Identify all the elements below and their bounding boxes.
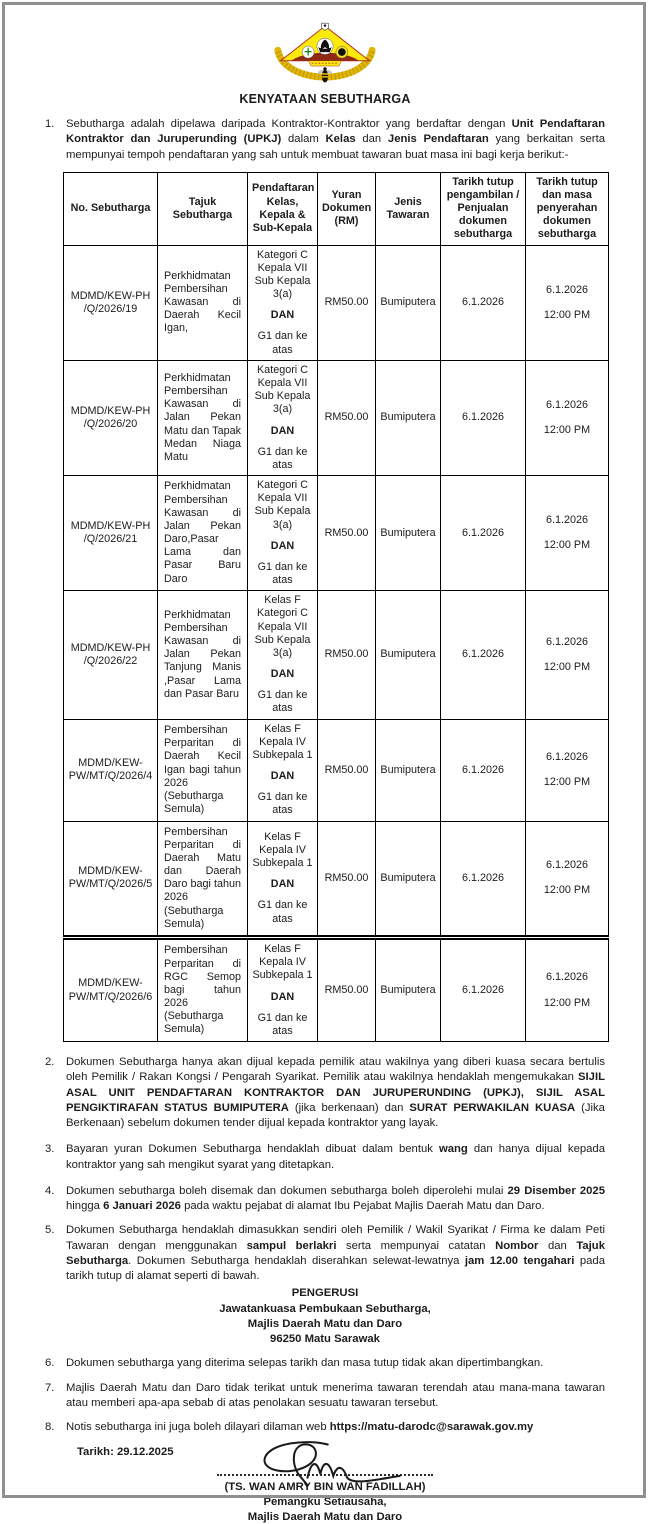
reg-class: Kelas F Kepala IV Subkepala 1: [252, 943, 313, 982]
cell-tarikh-serah: [526, 719, 609, 821]
cell-no-sebutharga: [64, 245, 158, 360]
paragraph-1: [45, 117, 605, 163]
paragraph-6-text: [66, 1356, 605, 1371]
reg-dan: DAN: [270, 990, 295, 1003]
serah-date: 6.1.2026: [545, 513, 589, 526]
cell-jenis: Bumiputera: [376, 821, 441, 937]
reg-class: Kelas F Kepala IV Subkepala 1: [252, 830, 313, 870]
cell-tarikh-jual: 6.1.2026: [441, 591, 526, 719]
text-segment: Bayaran yuran Dokumen Sebutharga hendaklah dibuat dalam bentuk: [66, 1143, 439, 1156]
text-segment-bold: Nombor: [495, 1239, 539, 1252]
cell-yuran: RM50.00: [318, 591, 376, 719]
paragraph-5: [45, 1223, 605, 1284]
council-crest-logo: [272, 22, 378, 86]
cell-yuran: RM50.00: [318, 719, 376, 821]
reg-dan: DAN: [270, 309, 295, 322]
cell-tarikh-serah: [526, 360, 609, 475]
no-line: MDMD/KEW-PH: [70, 519, 151, 532]
paragraph-7-text: [66, 1381, 605, 1412]
table-row: [64, 821, 609, 937]
reg-grade: G1 dan ke atas: [257, 899, 308, 925]
cell-no-sebutharga: [64, 719, 158, 821]
item-number: 4.: [45, 1184, 55, 1197]
no-line: /Q/2026/21: [83, 533, 138, 546]
text-segment-bold: Tajuk Sebutharga: [66, 1239, 605, 1267]
cell-no-sebutharga: [64, 938, 158, 1042]
table-row: [64, 360, 609, 475]
col-header-pendaftaran: Pendaftaran Kelas, Kepala & Sub-Kepala: [248, 172, 318, 245]
text-segment: dan hanya dijual kepada kontraktor yang sah mengikut syarat yang ditetapkan.: [66, 1143, 605, 1171]
serah-time: 12:00 PM: [543, 776, 591, 789]
text-segment: Dokumen Sebutharga hendaklah dimasukkan sendiri oleh Pemilik / Wakil Syarikat / Firma ke dalam Peti Tawaran dengan menggunakan: [66, 1224, 605, 1252]
reg-dan: DAN: [270, 668, 295, 681]
col-header-tarikh-jual: Tarikh tutup pengambilan / Penjualan dokumen sebutharga: [441, 172, 526, 245]
no-line: PW/MT/Q/2026/6: [68, 990, 153, 1003]
text-segment-bold: sampul berlakri: [246, 1239, 337, 1252]
reg-class: Kategori C Kepala VII Sub Kepala 3(a): [254, 479, 311, 531]
no-line: MDMD/KEW-PH: [70, 289, 151, 302]
paragraph-2: [45, 1055, 605, 1131]
cell-pendaftaran: [248, 719, 318, 821]
serah-date: 6.1.2026: [545, 635, 589, 648]
reg-grade: G1 dan ke atas: [257, 689, 308, 715]
cell-tarikh-serah: [526, 821, 609, 937]
paragraph-2-text: [66, 1055, 605, 1131]
serah-date: 6.1.2026: [545, 398, 589, 411]
address-council: Majlis Daerah Matu dan Daro: [247, 1317, 403, 1330]
text-segment: pada tarikh tutup di alamat seperti di bawah.: [66, 1254, 605, 1283]
page-title: KENYATAAN SEBUTHARGA: [239, 92, 411, 106]
reg-grade: G1 dan ke atas: [257, 791, 308, 817]
address-role: PENGERUSI: [291, 1287, 359, 1300]
no-line: PW/MT/Q/2026/5: [68, 878, 153, 891]
text-segment: serta mempunyai catatan: [336, 1239, 496, 1252]
text-segment: Sebutharga adalah dipelawa daripada Kontraktor-Kontraktor yang berdaftar dengan: [66, 118, 512, 130]
cell-no-sebutharga: [64, 591, 158, 719]
cell-tarikh-serah: [526, 938, 609, 1042]
cell-no-sebutharga: [64, 821, 158, 937]
text-segment-bold: Unit Pendaftaran Kontraktor dan Juruperunding (UPKJ): [66, 118, 605, 146]
table-row: [64, 719, 609, 821]
date-line: Tarikh: 29.12.2025: [77, 1446, 174, 1458]
cell-tajuk: Pembersihan Perparitan di Daerah Matu dan Daerah Daro bagi tahun 2026 (Sebutharga Semula): [158, 821, 248, 937]
text-segment: yang berkaitan serta mempunyai tempoh pendaftaran yang sah untuk membuat tawaran buat masa ini bagi kerja berikut:-: [66, 133, 605, 161]
text-segment: dan: [355, 133, 388, 146]
paragraph-5-text: [66, 1223, 605, 1284]
cell-tajuk: Perkhidmatan Pembersihan Kawasan di Jalan Pekan Matu dan Tapak Medan Niaga Matu: [158, 360, 248, 475]
cell-pendaftaran: [248, 821, 318, 937]
tender-table: [63, 172, 609, 1042]
text-segment: pada waktu pejabat di alamat Ibu Pejabat Majlis Daerah Matu dan Daro.: [180, 1200, 545, 1213]
text-segment: hingga: [66, 1200, 104, 1213]
cell-yuran: RM50.00: [318, 360, 376, 475]
cell-jenis: Bumiputera: [376, 476, 441, 591]
cell-tajuk: Pembersihan Perparitan di RGC Semop bagi tahun 2026 (Sebutharga Semula): [158, 938, 248, 1042]
cell-jenis: Bumiputera: [376, 938, 441, 1042]
reg-dan: DAN: [270, 770, 295, 783]
paragraph-3-text: [66, 1142, 605, 1173]
cell-tarikh-jual: 6.1.2026: [441, 476, 526, 591]
table-row: [64, 938, 609, 1042]
cell-yuran: RM50.00: [318, 476, 376, 591]
col-header-tajuk: Tajuk Sebutharga: [158, 172, 248, 245]
item-number: 1.: [45, 118, 55, 130]
serah-time: 12:00 PM: [543, 996, 591, 1009]
text-segment: Majlis Daerah Matu dan Daro tidak terikat untuk menerima tawaran terendah atau mana-mana tawaran atau memberi apa-apa sebab di atas penolakan sesuatu tawaran tersebut.: [66, 1381, 605, 1409]
cell-tarikh-jual: 6.1.2026: [441, 938, 526, 1042]
logo-wrap: [45, 22, 605, 86]
cell-tajuk: Perkhidmatan Pembersihan Kawasan di Daerah Kecil Igan,: [158, 245, 248, 360]
reg-grade: G1 dan ke atas: [257, 445, 308, 471]
cell-tajuk: Perkhidmatan Pembersihan Kawasan di Jalan Pekan Tanjung Manis ,Pasar Lama dan Pasar Baru: [158, 591, 248, 719]
serah-time: 12:00 PM: [543, 308, 591, 321]
item-number: 6.: [45, 1357, 55, 1370]
address-block: [45, 1286, 605, 1347]
col-header-no-sebutharga: No. Sebutharga: [64, 172, 158, 245]
table-row: [64, 591, 609, 719]
cell-tarikh-serah: [526, 591, 609, 719]
web-address: https://matu-darodc@sarawak.gov.my: [329, 1421, 534, 1434]
paragraph-3: [45, 1142, 605, 1173]
cell-no-sebutharga: [64, 360, 158, 475]
text-segment-bold: jam 12.00 tengahari: [464, 1254, 575, 1267]
signatory-council: Majlis Daerah Matu dan Daro: [247, 1510, 403, 1523]
cell-tarikh-serah: [526, 245, 609, 360]
text-segment-bold: SURAT PERWAKILAN KUASA: [409, 1101, 576, 1114]
cell-tarikh-jual: 6.1.2026: [441, 821, 526, 937]
item-number: 5.: [45, 1224, 55, 1237]
serah-date: 6.1.2026: [545, 859, 589, 872]
reg-grade: G1 dan ke atas: [257, 1011, 308, 1037]
paragraph-8: [45, 1420, 605, 1435]
paragraph-1-text: [66, 117, 605, 163]
cell-yuran: RM50.00: [318, 938, 376, 1042]
reg-class: Kategori C Kepala VII Sub Kepala 3(a): [254, 363, 311, 416]
text-segment-bold: 29 Disember 2025: [507, 1184, 605, 1197]
text-segment-bold: Jenis Pendaftaran: [387, 133, 489, 146]
reg-class: Kelas F Kategori C Kepala VII Sub Kepala 3(a): [254, 594, 311, 659]
text-segment-bold: SIJIL ASAL UNIT PENDAFTARAN KONTRAKTOR DAN JURUPERUNDING (UPKJ), SIJIL ASAL PENGIKTIRAFAN STATUS BUMIPUTERA: [66, 1071, 605, 1114]
text-segment: Dokumen sebutharga boleh disemak dan dokumen sebutharga boleh diperolehi mulai: [66, 1184, 508, 1197]
serah-time: 12:00 PM: [543, 884, 591, 897]
no-line: /Q/2026/19: [83, 302, 138, 315]
no-line: PW/MT/Q/2026/4: [68, 770, 153, 783]
reg-dan: DAN: [270, 878, 295, 891]
no-line: MDMD/KEW-: [78, 977, 143, 990]
cell-pendaftaran: [248, 360, 318, 475]
paragraph-6: [45, 1356, 605, 1371]
item-number: 3.: [45, 1143, 55, 1156]
no-line: MDMD/KEW-: [78, 756, 143, 769]
reg-dan: DAN: [270, 539, 295, 552]
item-number: 7.: [45, 1381, 55, 1394]
text-segment: Dokumen sebutharga yang diterima selepas tarikh dan masa tutup tidak akan dipertimbangkan.: [66, 1357, 544, 1370]
no-line: MDMD/KEW-PH: [70, 641, 151, 654]
cell-pendaftaran: [248, 245, 318, 360]
paragraph-4: [45, 1184, 605, 1215]
text-segment: dan: [538, 1239, 577, 1252]
cell-tajuk: Pembersihan Perparitan di Daerah Kecil Igan bagi tahun 2026 (Sebutharga Semula): [158, 719, 248, 821]
text-segment: Notis sebutharga ini juga boleh dilayari dilaman web: [66, 1421, 330, 1434]
serah-time: 12:00 PM: [543, 423, 591, 436]
text-segment-bold: wang: [438, 1143, 468, 1156]
cell-pendaftaran: [248, 476, 318, 591]
text-segment: . Dokumen Sebutharga hendaklah diserahkan selewat-lewatnya: [128, 1254, 465, 1267]
reg-class: Kategori C Kepala VII Sub Kepala 3(a): [254, 248, 311, 301]
no-line: /Q/2026/22: [83, 654, 138, 667]
table-header-row: [64, 172, 609, 245]
col-header-yuran: Yuran Dokumen (RM): [318, 172, 376, 245]
serah-time: 12:00 PM: [543, 660, 591, 673]
paragraph-8-text: [66, 1420, 605, 1435]
cell-yuran: RM50.00: [318, 245, 376, 360]
reg-class: Kelas F Kepala IV Subkepala 1: [252, 722, 313, 761]
text-segment: dalam: [281, 133, 326, 146]
reg-grade: G1 dan ke atas: [257, 330, 308, 356]
text-segment-bold: Kelas: [325, 133, 356, 146]
cell-tarikh-jual: 6.1.2026: [441, 245, 526, 360]
reg-grade: G1 dan ke atas: [257, 560, 308, 587]
signatory-name: (TS. WAN AMRY BIN WAN FADILLAH): [224, 1481, 426, 1494]
serah-date: 6.1.2026: [545, 971, 589, 984]
cell-pendaftaran: [248, 938, 318, 1042]
table-row: [64, 476, 609, 591]
reg-dan: DAN: [270, 424, 295, 437]
col-header-tarikh-serah: Tarikh tutup dan masa penyerahan dokumen sebutharga: [526, 172, 609, 245]
cell-tarikh-jual: 6.1.2026: [441, 719, 526, 821]
text-segment: Dokumen Sebutharga hanya akan dijual kepada pemilik atau wakilnya yang diberi kuasa secara bertulis oleh Pemilik / Rakan Kongsi / Pengarah Syarikat. Pemilik atau wakilnya hendaklah mengemukakan: [66, 1056, 605, 1084]
no-line: /Q/2026/20: [83, 417, 138, 430]
address-committee: Jawatankuasa Pembukaan Sebutharga,: [219, 1302, 431, 1315]
paragraph-4-text: [66, 1184, 605, 1215]
table-row: [64, 245, 609, 360]
no-line: MDMD/KEW-PH: [70, 404, 151, 417]
cell-tarikh-serah: [526, 476, 609, 591]
signatory-role: Pemangku Setiausaha,: [263, 1495, 387, 1508]
cell-tajuk: Perkhidmatan Pembersihan Kawasan di Jalan Pekan Daro,Pasar Lama dan Pasar Baru Daro: [158, 476, 248, 591]
item-number: 8.: [45, 1421, 55, 1434]
cell-jenis: Bumiputera: [376, 591, 441, 719]
cell-jenis: Bumiputera: [376, 719, 441, 821]
cell-pendaftaran: [248, 591, 318, 719]
text-segment: (jika berkenaan) dan: [288, 1101, 410, 1114]
cell-tarikh-jual: 6.1.2026: [441, 360, 526, 475]
serah-date: 6.1.2026: [545, 283, 589, 296]
text-segment-bold: 6 Januari 2026: [103, 1200, 181, 1213]
col-header-jenis: Jenis Tawaran: [376, 172, 441, 245]
item-number: 2.: [45, 1056, 55, 1069]
cell-jenis: Bumiputera: [376, 245, 441, 360]
serah-date: 6.1.2026: [545, 750, 589, 763]
cell-no-sebutharga: [64, 476, 158, 591]
address-postcode: 96250 Matu Sarawak: [270, 1333, 380, 1346]
paragraph-7: [45, 1381, 605, 1412]
no-line: MDMD/KEW-: [78, 865, 143, 878]
cell-jenis: Bumiputera: [376, 360, 441, 475]
text-segment: (Jika Berkenaan) sebelum dokumen tender dijual kepada kontraktor yang layak.: [66, 1101, 605, 1130]
cell-yuran: RM50.00: [318, 821, 376, 937]
serah-time: 12:00 PM: [543, 539, 591, 552]
